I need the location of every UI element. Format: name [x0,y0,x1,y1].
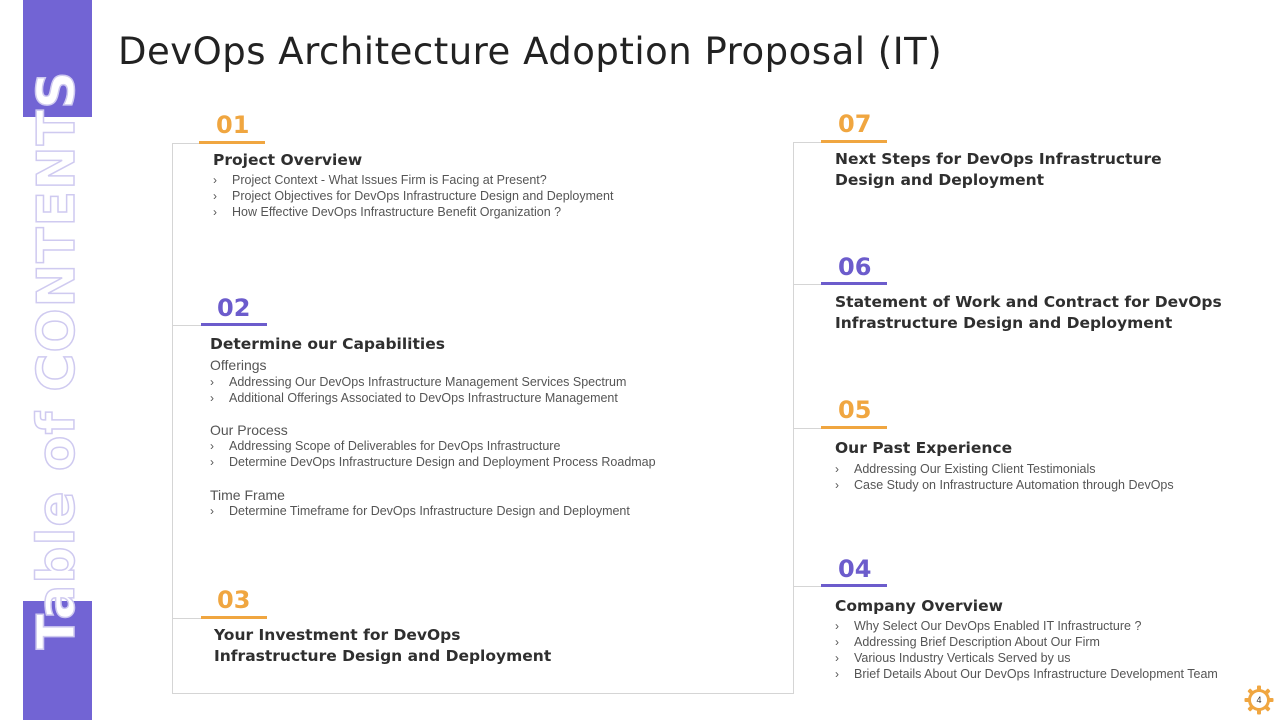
section-title-07: Next Steps for DevOps Infrastructure Design and Deployment [835,150,1162,189]
chevron-right-icon: › [213,173,217,187]
list-item: › Case Study on Infrastructure Automation through DevOps [835,478,1174,492]
chevron-right-icon: › [835,635,839,649]
chevron-right-icon: › [210,455,214,469]
process-list [210,438,656,470]
section-title-05: Our Past Experience [835,439,1013,457]
section-list-04 [835,618,1218,682]
timeframe-list [210,503,630,519]
list-item: › Project Context - What Issues Firm is Facing at Present? [213,173,547,187]
section-underline-01 [199,141,265,144]
group-heading-process: Our Process [210,422,288,438]
page-number-badge [1244,685,1274,715]
list-item: › Project Objectives for DevOps Infrastructure Design and Deployment [213,189,614,203]
section-title-04: Company Overview [835,597,1003,615]
chevron-right-icon: › [835,478,839,492]
section-title-02: Determine our Capabilities [210,335,445,353]
section-title-03: Your Investment for DevOps Infrastructure Design and Deployment [214,626,552,665]
list-item: › How Effective DevOps Infrastructure Benefit Organization ? [213,205,562,219]
offerings-list [210,374,626,406]
chevron-right-icon: › [835,667,839,681]
section-number-07: 07 [838,110,872,138]
section-number-03: 03 [217,586,251,614]
section-number-04: 04 [838,555,872,583]
section-title-01: Project Overview [213,151,363,169]
section-list-01 [213,172,613,220]
group-heading-offerings: Offerings [210,357,267,373]
group-heading-timeframe: Time Frame [210,487,285,503]
page-title: DevOps Architecture Adoption Proposal (IT) [118,30,943,73]
connector-07 [793,142,823,143]
connector-05 [793,428,823,429]
chevron-right-icon: › [210,391,214,405]
section-underline-02 [201,323,267,326]
section-number-05: 05 [838,396,872,424]
chevron-right-icon: › [835,651,839,665]
section-underline-05 [821,426,887,429]
left-frame-vertical [172,143,173,694]
section-underline-07 [821,140,887,143]
connector-04 [793,586,823,587]
list-item: › Determine DevOps Infrastructure Design and Deployment Process Roadmap [210,455,656,469]
vertical-title: Table of CONTENTS [27,70,87,650]
list-item: › Determine Timeframe for DevOps Infrastructure Design and Deployment [210,504,630,518]
list-item: › Why Select Our DevOps Enabled IT Infrastructure ? [835,619,1142,633]
chevron-right-icon: › [210,375,214,389]
section-underline-04 [821,584,887,587]
center-divider [793,143,794,694]
left-frame-bottom [172,693,794,694]
connector-02 [172,325,202,326]
connector-03 [172,618,202,619]
list-item: › Brief Details About Our DevOps Infrastructure Development Team [835,667,1218,681]
list-item: › Addressing Scope of Deliverables for DevOps Infrastructure [210,439,561,453]
section-underline-06 [821,282,887,285]
list-item: › Various Industry Verticals Served by us [835,651,1071,665]
list-item: › Addressing Our Existing Client Testimonials [835,462,1096,476]
chevron-right-icon: › [210,439,214,453]
chevron-right-icon: › [835,462,839,476]
list-item: › Additional Offerings Associated to DevOps Infrastructure Management [210,391,618,405]
page-number: 4 [1256,695,1262,705]
chevron-right-icon: › [835,619,839,633]
section-list-05 [835,461,1174,493]
section-number-06: 06 [838,253,872,281]
connector-06 [793,284,823,285]
chevron-right-icon: › [213,205,217,219]
chevron-right-icon: › [210,504,214,518]
list-item: › Addressing Our DevOps Infrastructure Management Services Spectrum [210,375,627,389]
chevron-right-icon: › [213,189,217,203]
section-number-01: 01 [216,111,250,139]
section-title-06: Statement of Work and Contract for DevOps Infrastructure Design and Deployment [835,293,1222,332]
section-underline-03 [201,616,267,619]
list-item: › Addressing Brief Description About Our Firm [835,635,1100,649]
section-number-02: 02 [217,294,251,322]
